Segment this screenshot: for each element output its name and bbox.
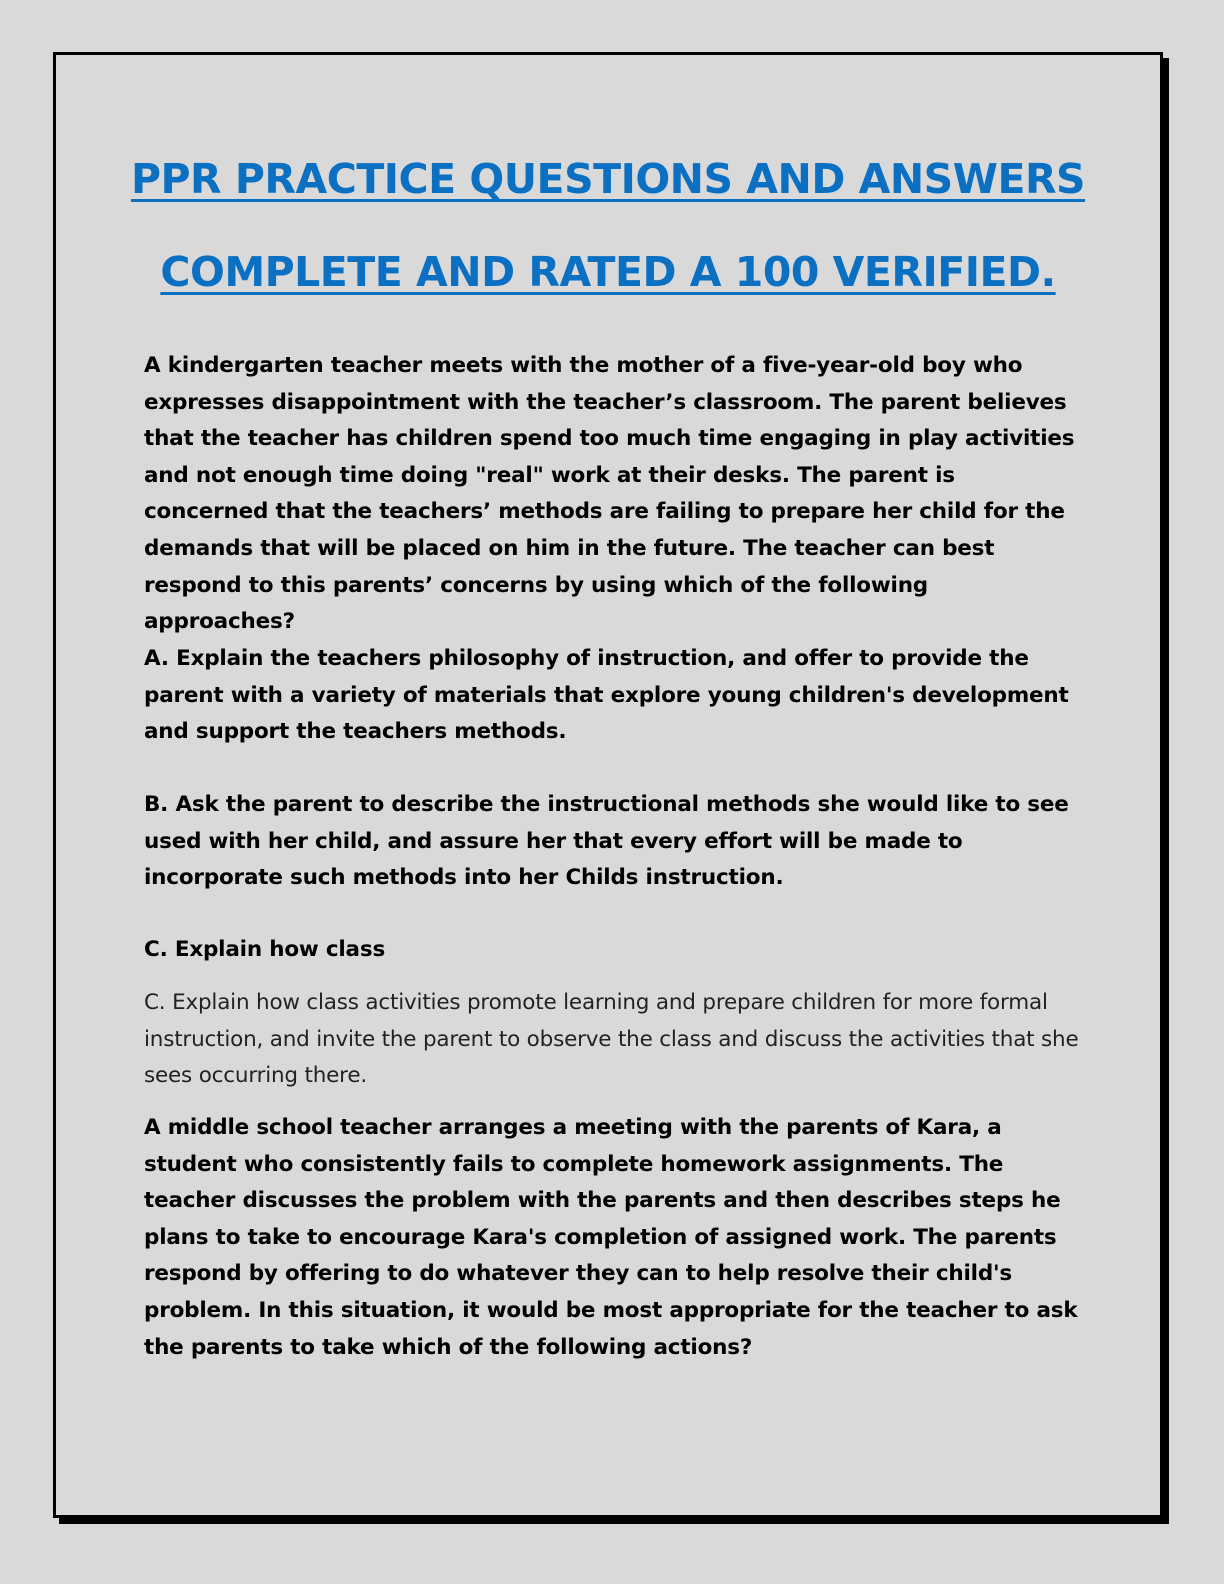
option-c-partial-text: C. Explain how class: [144, 937, 386, 962]
question-1-option-b: [144, 787, 1084, 897]
question-1-stem: [144, 348, 1084, 641]
question-1-answer: [144, 985, 1084, 1095]
question-2-stem-text: A middle school teacher arranges a meeting with the parents of Kara, a student who consistently fails to complete homework assignments. The teacher discusses the problem with the parents and then describes steps he plans to take to encourage Kara's completion of assigned work. The parents respond by offering to do whatever they can to help resolve their child's problem. In this situation, it would be most appropriate for the teacher to ask the parents to take which of the following actions?: [144, 1115, 1078, 1360]
question-1-option-c: [144, 932, 1084, 969]
option-a-text: A. Explain the teachers philosophy of instruction, and offer to provide the parent with a variety of materials that explore young children's development and support the teachers methods.: [144, 646, 1069, 745]
document-page: [53, 52, 1163, 1518]
document-title-line-2: COMPLETE AND RATED A 100 VERIFIED.: [160, 248, 1056, 296]
question-1-option-a: [144, 641, 1084, 751]
answer-text: C. Explain how class activities promote learning and prepare children for more formal instruction, and invite the parent to observe the class and discuss the activities that she sees occurring there.: [144, 990, 1079, 1089]
option-b-text: B. Ask the parent to describe the instructional methods she would like to see used with her child, and assure her that every effort will be made to incorporate such methods into her Childs instruction.: [144, 792, 1069, 891]
question-2-stem: [144, 1110, 1084, 1366]
document-title-line-1: PPR PRACTICE QUESTIONS AND ANSWERS: [130, 155, 1086, 203]
question-1-stem-text: A kindergarten teacher meets with the mother of a five-year-old boy who expresses disappointment with the teacher’s classroom. The parent believes that the teacher has children spend too much time engaging in play activities and not enough time doing "real" work at their desks. The parent is concerned that the teachers’ methods are failing to prepare her child for the demands that will be placed on him in the future. The teacher can best respond to this parents’ concerns by using which of the following approaches?: [144, 353, 1075, 635]
